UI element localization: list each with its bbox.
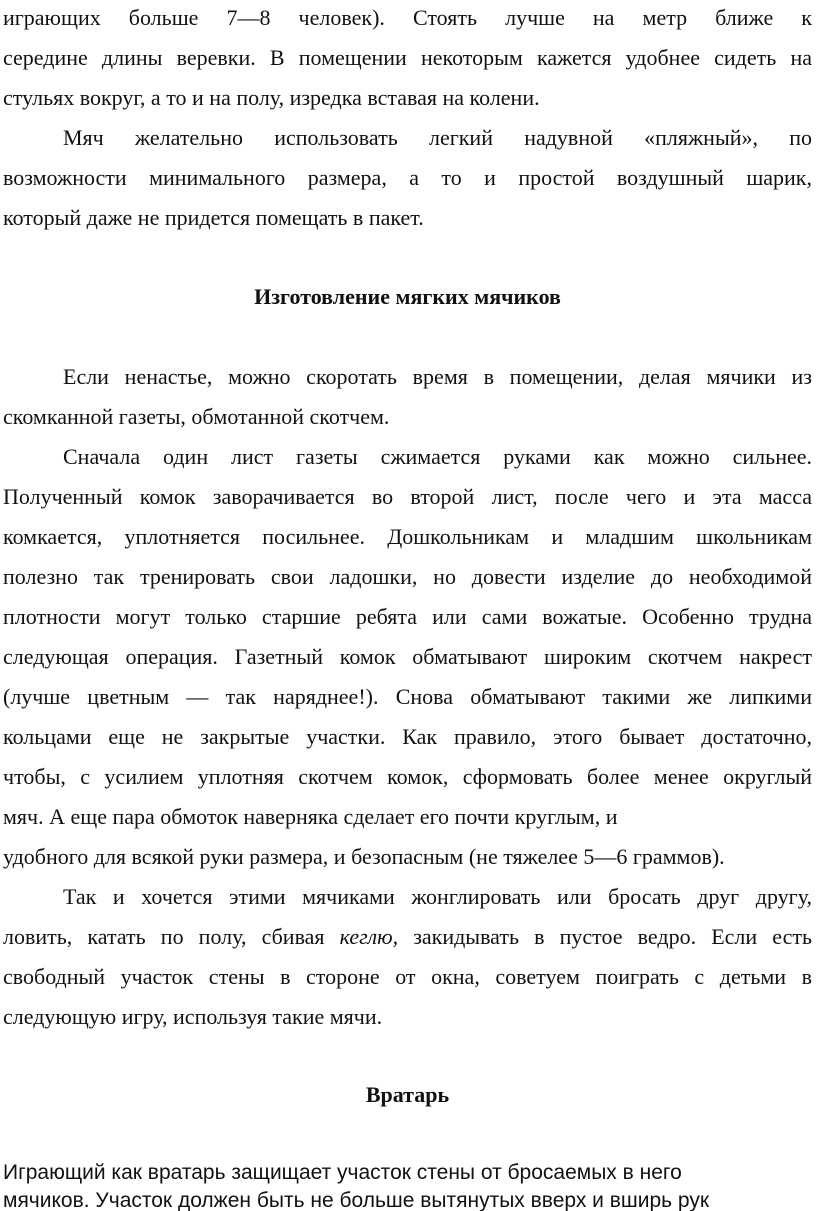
paragraph-line: следующую игру, используя такие мячи.	[3, 1004, 383, 1029]
paragraph-line: Так и хочется этими мячиками жонглировать или бросать друг другу,	[63, 884, 812, 909]
paragraph-line: свободный участок стены в стороне от окна, советуем поиграть с детьми в	[3, 964, 812, 989]
paragraph-line: следующая операция. Газетный комок обматывают широким скотчем накрест	[3, 644, 812, 669]
section-heading: Изготовление мягких мячиков	[254, 284, 561, 309]
paragraph-line: возможности минимального размера, а то и простой воздушный шарик,	[3, 165, 812, 190]
paragraph-line: кольцами еще не закрытые участки. Как правило, этого бывает достаточно,	[3, 724, 812, 749]
paragraph-line: Играющий как вратарь защищает участок стены от бросаемых в него	[3, 1161, 682, 1184]
paragraph-line: который даже не придется помещать в пакет.	[3, 205, 424, 230]
text-run: закидывать в пустое ведро. Если есть	[398, 924, 812, 949]
paragraph-line: стульях вокруг, а то и на полу, изредка вставая на колени.	[3, 85, 540, 110]
paragraph-line	[3, 924, 812, 950]
paragraph-line: комкается, уплотняется посильнее. Дошкольникам и младшим школьникам	[3, 524, 812, 549]
paragraph-line: играющих больше 7—8 человек). Стоять лучше на метр ближе к	[3, 5, 812, 30]
paragraph-line: мяч. А еще пара обмоток наверняка сделает его почти круглым, и	[3, 804, 618, 829]
paragraph-line: Сначала один лист газеты сжимается руками как можно сильнее.	[63, 444, 812, 469]
paragraph-line: Если ненастье, можно скоротать время в помещении, делая мячики из	[63, 364, 812, 389]
paragraph-line: удобного для всякой руки размера, и безопасным (не тяжелее 5—6 граммов).	[3, 844, 725, 869]
paragraph-line: (лучше цветным — так наряднее!). Снова обматывают такими же липкими	[3, 684, 812, 709]
paragraph-line: Полученный комок заворачивается во второй лист, после чего и эта масса	[3, 484, 812, 509]
paragraph-line: полезно так тренировать свои ладошки, но довести изделие до необходимой	[3, 564, 812, 589]
paragraph-line: плотности могут только старшие ребята или сами вожатые. Особенно трудна	[3, 604, 812, 629]
text-run: ловить, катать по полу, сбивая	[3, 924, 340, 949]
italic-word: кеглю,	[339, 924, 399, 949]
paragraph-line: Мяч желательно использовать легкий надувной «пляжный», по	[63, 125, 812, 150]
section-heading: Вратарь	[365, 1082, 450, 1107]
paragraph-line: чтобы, с усилием уплотняя скотчем комок, сформовать более менее округлый	[3, 764, 812, 789]
paragraph-line: середине длины веревки. В помещении некоторым кажется удобнее сидеть на	[3, 45, 812, 70]
paragraph-line: мячиков. Участок должен быть не больше вытянутых вверх и вширь рук	[3, 1189, 710, 1211]
paragraph-line: скомканной газеты, обмотанной скотчем.	[3, 404, 390, 429]
